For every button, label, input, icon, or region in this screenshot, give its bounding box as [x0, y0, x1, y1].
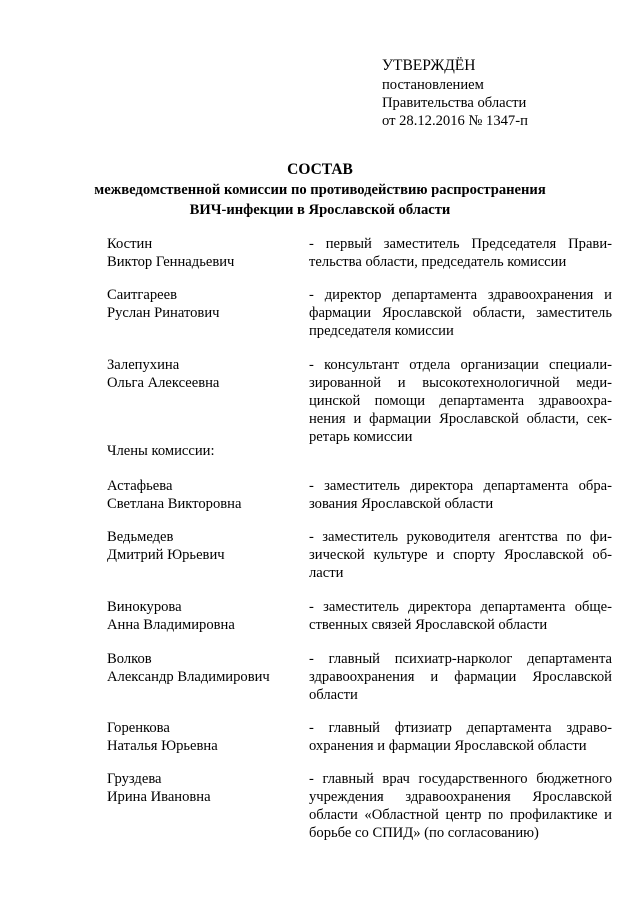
- member-surname: Астафьева: [107, 478, 173, 494]
- member-given-name: Светлана Викторовна: [107, 496, 242, 512]
- role-line: ласти: [309, 565, 344, 581]
- role-line: - директор департамента здравоохранения и: [309, 287, 612, 303]
- member-name: [107, 235, 297, 271]
- member-name: [107, 477, 297, 513]
- member-role: [309, 598, 612, 634]
- member-name: [107, 770, 297, 806]
- approval-date: от 28.12.2016 № 1347-п: [382, 113, 528, 129]
- role-line: - заместитель директора департамента обра-: [309, 478, 612, 494]
- member-name: [107, 719, 297, 755]
- role-line: - заместитель директора департамента обще-: [309, 599, 612, 615]
- approval-stamp: [382, 56, 528, 130]
- member-role: [309, 356, 612, 446]
- member-name: [107, 356, 297, 392]
- member-name: [107, 598, 297, 634]
- role-line: области «Областной центр по профилактике и: [309, 807, 612, 823]
- member-given-name: Ольга Алексеевна: [107, 375, 220, 391]
- member-role: [309, 770, 612, 842]
- member-surname: Волков: [107, 651, 152, 667]
- role-line: охранения и фармации Ярославской области: [309, 738, 587, 754]
- role-line: ственных связей Ярославской области: [309, 617, 548, 633]
- role-line: учреждения здравоохранения Ярославской: [309, 789, 612, 805]
- member-given-name: Дмитрий Юрьевич: [107, 547, 225, 563]
- role-line: зования Ярославской области: [309, 496, 494, 512]
- member-name: [107, 650, 297, 686]
- title-main: СОСТАВ: [287, 161, 353, 178]
- member-role: [309, 719, 612, 755]
- role-line: нения и фармации Ярославской области, сек-: [309, 411, 612, 427]
- member-given-name: Руслан Ринатович: [107, 305, 220, 321]
- member-role: [309, 650, 612, 704]
- role-line: - первый заместитель Председателя Прави-: [309, 236, 612, 252]
- role-line: здравоохранения и фармации Ярославской: [309, 669, 612, 685]
- role-line: тельства области, председатель комиссии: [309, 254, 567, 270]
- member-role: [309, 235, 612, 271]
- member-surname: Саитгареев: [107, 287, 178, 303]
- member-surname: Винокурова: [107, 599, 182, 615]
- member-given-name: Александр Владимирович: [107, 669, 270, 685]
- member-given-name: Наталья Юрьевна: [107, 738, 218, 754]
- role-line: области: [309, 687, 358, 703]
- member-given-name: Анна Владимировна: [107, 617, 235, 633]
- member-surname: Костин: [107, 236, 153, 252]
- role-line: председателя комиссии: [309, 323, 454, 339]
- role-line: - консультант отдела организации специали-: [309, 357, 612, 373]
- member-role: [309, 477, 612, 513]
- role-line: ретарь комиссии: [309, 429, 413, 445]
- approval-line: постановлением: [382, 77, 484, 93]
- member-surname: Ведьмедев: [107, 529, 174, 545]
- member-name: [107, 528, 297, 564]
- role-line: фармации Ярославской области, заместитель: [309, 305, 612, 321]
- members-heading: Члены комиссии:: [107, 443, 215, 459]
- document-title: [0, 160, 640, 220]
- member-given-name: Виктор Геннадьевич: [107, 254, 235, 270]
- role-line: - главный психиатр-нарколог департамента: [309, 651, 612, 667]
- member-given-name: Ирина Ивановна: [107, 789, 211, 805]
- role-line: - главный фтизиатр департамента здраво-: [309, 720, 612, 736]
- title-subtitle: ВИЧ-инфекции в Ярославской области: [189, 202, 451, 218]
- member-surname: Горенкова: [107, 720, 170, 736]
- member-role: [309, 528, 612, 582]
- member-surname: Залепухина: [107, 357, 180, 373]
- role-line: - заместитель руководителя агентства по фи-: [309, 529, 612, 545]
- member-role: [309, 286, 612, 340]
- role-line: зированной и высокотехнологичной меди-: [309, 375, 612, 391]
- role-line: борьбе со СПИД» (по согласованию): [309, 825, 539, 841]
- approval-line: Правительства области: [382, 95, 527, 111]
- title-subtitle: межведомственной комиссии по противодействию распространения: [94, 182, 546, 198]
- member-name: [107, 286, 297, 322]
- role-line: зической культуре и спорту Ярославской об-: [309, 547, 612, 563]
- member-surname: Груздева: [107, 771, 162, 787]
- approval-heading: УТВЕРЖДЁН: [382, 57, 476, 74]
- role-line: цинской помощи департамента здравоохра-: [309, 393, 612, 409]
- role-line: - главный врач государственного бюджетного: [309, 771, 612, 787]
